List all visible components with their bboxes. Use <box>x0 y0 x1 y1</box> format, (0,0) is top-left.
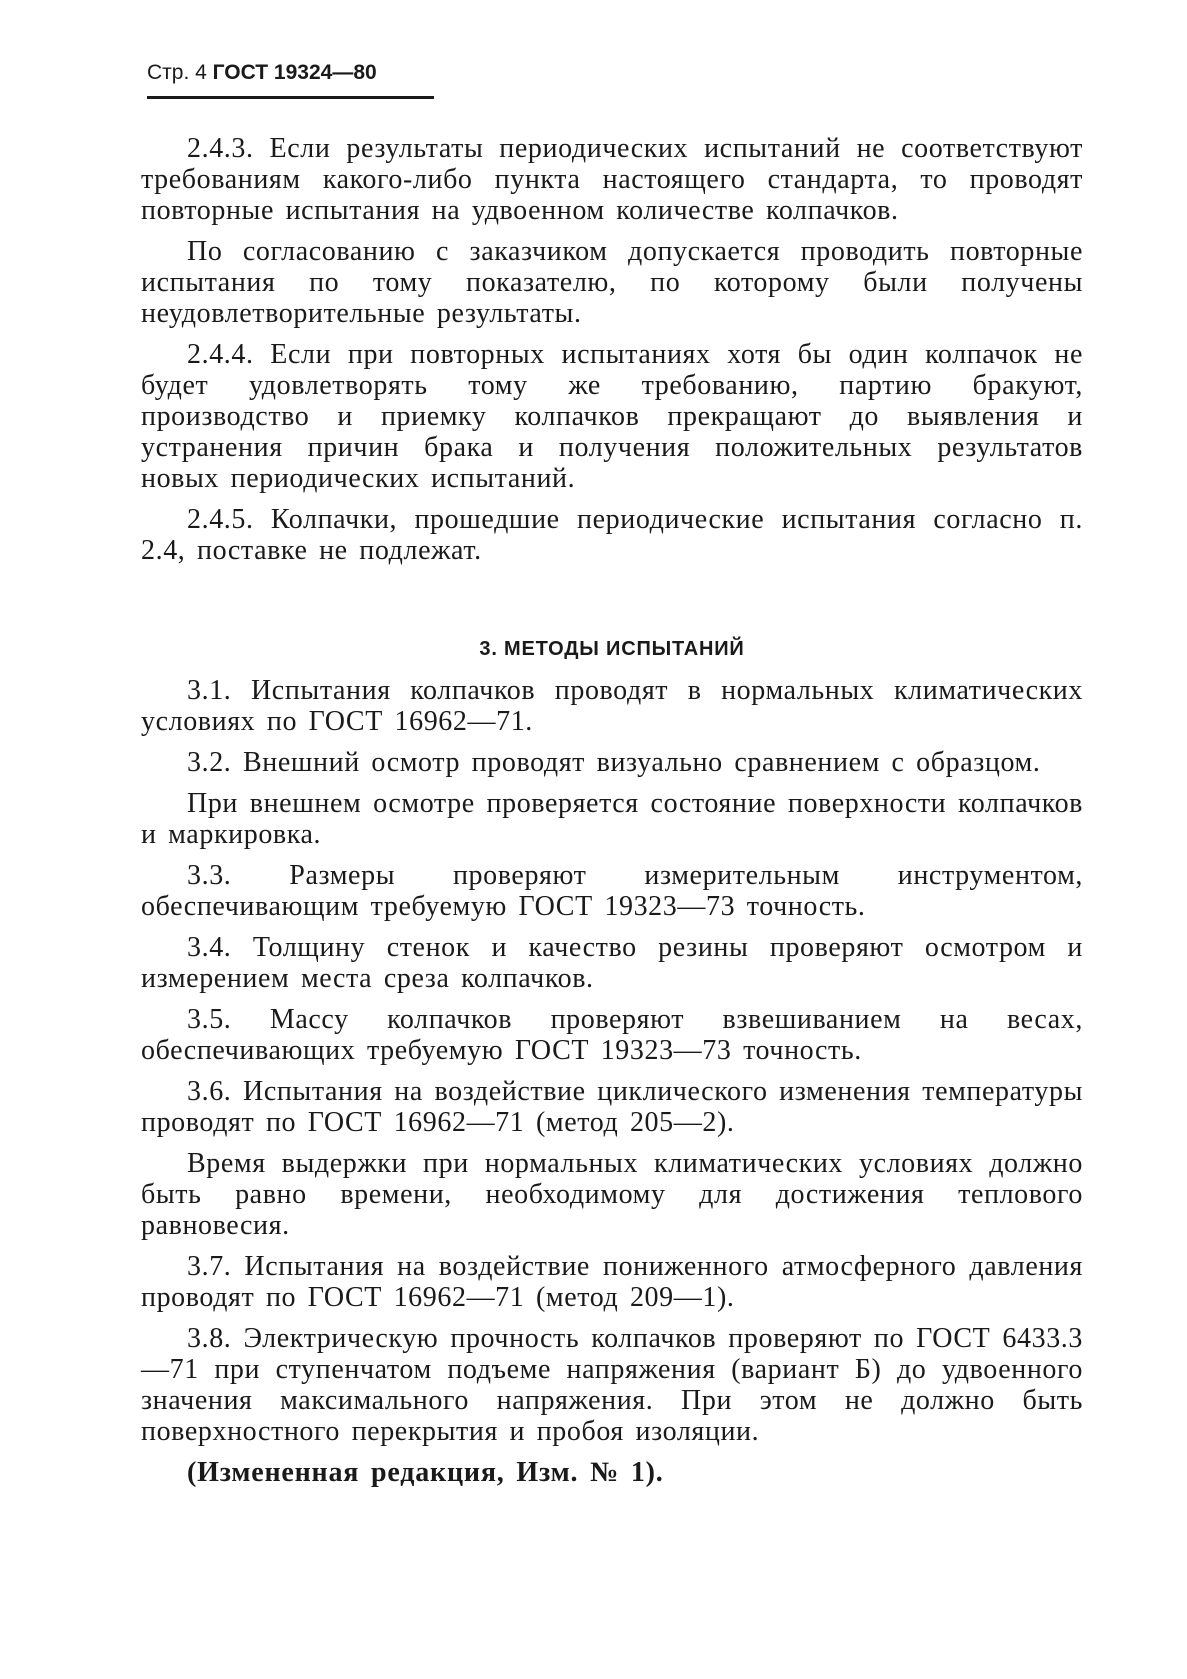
paragraph-3-7: 3.7. Испытания на воздействие пониженного атмосферного давления проводят по ГОСТ 16962—71 (метод 209—1). <box>141 1251 1083 1313</box>
page-number: Стр. 4 <box>147 61 207 84</box>
section-3-text <box>141 675 1083 1498</box>
header-rule <box>147 96 434 99</box>
section-3-title: 3. МЕТОДЫ ИСПЫТАНИЙ <box>479 638 745 660</box>
paragraph-3-5: 3.5. Массу колпачков проверяют взвешиванием на весах, обеспечивающих требуемую ГОСТ 19323—73 точность. <box>141 1004 1083 1066</box>
paragraph-2-4-3-note: По согласованию с заказчиком допускается проводить повторные испытания по тому показателю, по которому были получены неудовлетворительные результаты. <box>141 236 1083 329</box>
amendment-note: (Измененная редакция, Изм. № 1). <box>187 1457 664 1488</box>
paragraph-2-4-4: 2.4.4. Если при повторных испытаниях хотя бы один колпачок не будет удовлетворять тому же требованию, партию бракуют, производство и приемку колпачков прекращают до выявления и устранения причин брака и получения положительных результатов новых периодических испытаний. <box>141 339 1083 494</box>
paragraph-3-3: 3.3. Размеры проверяют измерительным инструментом, обеспечивающим требуемую ГОСТ 19323—73 точность. <box>141 860 1083 922</box>
paragraph-3-6: 3.6. Испытания на воздействие циклического изменения температуры проводят по ГОСТ 16962—71 (метод 205—2). <box>141 1076 1084 1138</box>
paragraph-3-1: 3.1. Испытания колпачков проводят в нормальных климатических условиях по ГОСТ 16962—71. <box>141 675 1083 737</box>
paragraph-3-6-note: Время выдержки при нормальных климатических условиях должно быть равно времени, необходимому для достижения теплового равновесия. <box>141 1148 1083 1241</box>
paragraph-3-2: 3.2. Внешний осмотр проводят визуально сравнением с образцом. <box>187 747 1041 778</box>
paragraph-2-4-3: 2.4.3. Если результаты периодических испытаний не соответствуют требованиям какого-либо пункта настоящего стандарта, то проводят повторные испытания на удвоенном количестве колпачков. <box>141 133 1083 226</box>
paragraph-3-8: 3.8. Электрическую прочность колпачков проверяют по ГОСТ 6433.3—71 при ступенчатом подъеме напряжения (вариант Б) до удвоенного значения максимального напряжения. При этом не должно быть поверхностного перекрытия и пробоя изоляции. <box>141 1323 1083 1447</box>
paragraph-3-2-note: При внешнем осмотре проверяется состояние поверхности колпачков и маркировка. <box>141 788 1083 850</box>
paragraph-2-4-5: 2.4.5. Колпачки, прошедшие периодические испытания согласно п. 2.4, поставке не подлежат. <box>141 504 1083 566</box>
standard-number: ГОСТ 19324—80 <box>212 61 377 84</box>
paragraph-3-4: 3.4. Толщину стенок и качество резины проверяют осмотром и измерением места среза колпачков. <box>141 932 1083 994</box>
section-2-text <box>141 133 1083 576</box>
page-header <box>147 58 433 88</box>
